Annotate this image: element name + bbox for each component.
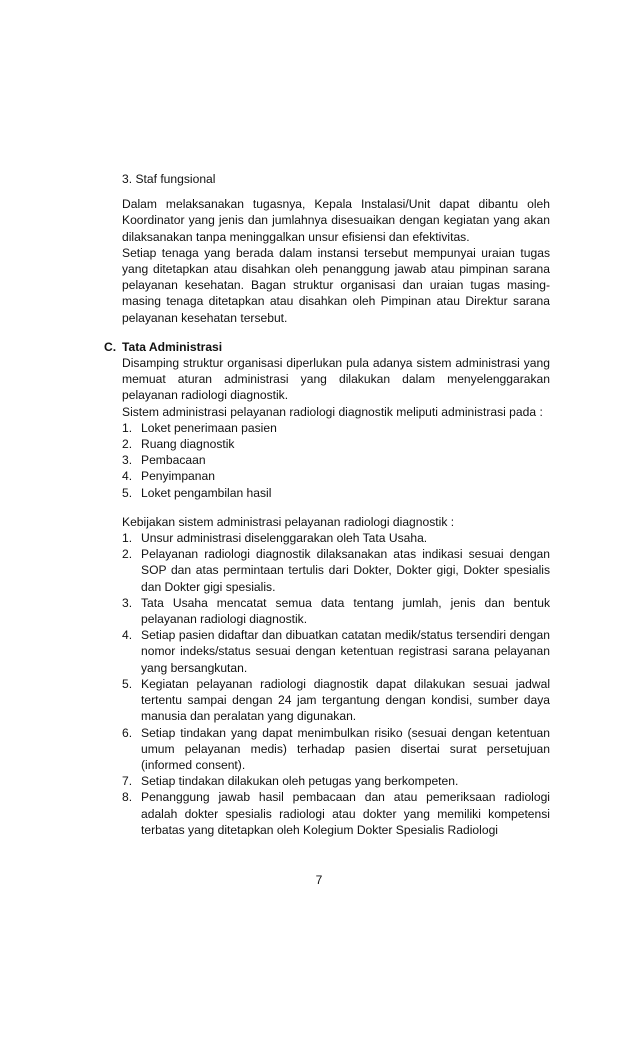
paragraph-uraian-tugas: Setiap tenaga yang berada dalam instansi tersebut mempunyai uraian tugas yang ditetapkan atau disahkan oleh penanggung jawab atau pimpinan sarana pelayanan kesehatan. Bagan struktur organisasi dan uraian tugas masing-masing tenaga ditetapkan atau disahkan oleh Pimpinan atau Direktur sarana pelayanan kesehatan tersebut.: [122, 245, 550, 325]
section-title: Tata Administrasi: [122, 339, 223, 354]
list-item: 1. Unsur administrasi diselenggarakan oleh Tata Usaha.: [122, 531, 428, 546]
list-item: 3. Pembacaan: [122, 453, 206, 468]
list-item: 5. Loket pengambilan hasil: [122, 485, 272, 500]
list-item: 1. Loket penerimaan pasien: [122, 420, 277, 435]
paragraph-koordinator: Dalam melaksanakan tugasnya, Kepala Instalasi/Unit dapat dibantu oleh Koordinator yang jenis dan jumlahnya disesuaikan dengan kegiatan yang akan dilaksanakan tanpa meninggalkan unsur efisiensi dan efektivitas.: [122, 197, 550, 244]
list-item: 2. Ruang diagnostik: [122, 437, 235, 452]
staf-fungsional-heading: 3. Staf fungsional: [122, 172, 216, 186]
list-item: 2. Pelayanan radiologi diagnostik dilaksanakan atas indikasi sesuai dengan SOP dan atas permintaan tertulis dari Dokter, Dokter gigi, Dokter spesialis dan Dokter gigi spesialis.: [122, 547, 550, 594]
list-item: 3. Tata Usaha mencatat semua data tentang jumlah, jenis dan bentuk pelayanan radiologi diagnostik.: [122, 595, 550, 627]
list-item: 5. Kegiatan pelayanan radiologi diagnostik dapat dilakukan sesuai jadwal tertentu sampai dengan 24 jam tergantung dengan kondisi, sumber daya manusia dan peralatan yang digunakan.: [122, 676, 550, 724]
section-letter: C.: [104, 339, 117, 354]
page-number: 7: [315, 873, 323, 887]
policy-intro: Kebijakan sistem administrasi pelayanan radiologi diagnostik :: [122, 514, 455, 529]
list-item: 6. Setiap tindakan yang dapat menimbulkan risiko (sesuai dengan ketentuan umum pelayanan medis) terhadap pasien disertai surat persetujuan (informed consent).: [122, 725, 550, 772]
policy-list: [122, 530, 550, 838]
paragraph-intro-1: Disamping struktur organisasi diperlukan pula adanya sistem administrasi yang memuat aturan administrasi yang dilakukan dalam menyelenggarakan pelayanan radiologi diagnostik.: [122, 356, 550, 403]
list-item: 4. Penyimpanan: [122, 469, 215, 484]
list-item: 4. Setiap pasien didaftar dan dibuatkan catatan medik/status tersendiri dengan nomor indeks/status sesuai dengan ketentuan registrasi sarana pelayanan yang bersangkutan.: [122, 628, 550, 675]
admin-list: [122, 420, 550, 501]
section-c-heading: [104, 339, 550, 355]
page-content: [104, 171, 550, 838]
list-item: 8. Penanggung jawab hasil pembacaan dan atau pemeriksaan radiologi adalah dokter spesialis radiologi atau dokter yang memiliki kompetensi terbatas yang ditetapkan oleh Kolegium Dokter Spesialis Radiologi: [122, 790, 550, 837]
list-item: 7. Setiap tindakan dilakukan oleh petugas yang berkompeten.: [122, 774, 459, 789]
section-c-body: [104, 355, 550, 838]
paragraph-intro-2: Sistem administrasi pelayanan radiologi diagnostik meliputi administrasi pada :: [122, 404, 543, 419]
staff-section: [104, 171, 550, 326]
